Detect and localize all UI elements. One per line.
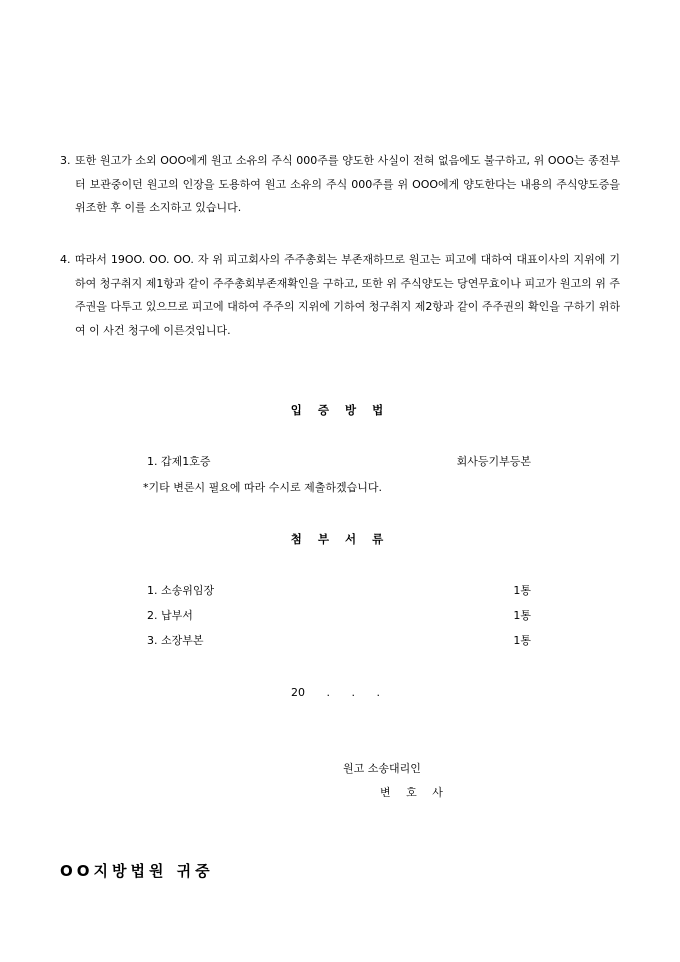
paragraph-text: 또한 원고가 소외 OOO에게 원고 소유의 주식 000주를 양도한 사실이 전혀 없음에도 불구하고, 위 OOO는 종전부터 보관중이던 원고의 인장을 도용하여 원고 소유의 주식 000주를 위 OOO에게 양도한다는 내용의 주식양도증을 위조한 후 이를 소지하고 있습니다.: [75, 154, 620, 214]
attachment-row: [147, 632, 531, 650]
signature-title: 원고 소송대리인: [343, 762, 421, 775]
paragraph-number: 3.: [60, 154, 71, 167]
court-addressee: OO지방법원 귀중: [60, 862, 214, 880]
evidence-note: *기타 변론시 필요에 따라 수시로 제출하겠습니다.: [143, 481, 382, 494]
attachments-heading: 첨 부 서 류: [290, 532, 390, 546]
signature-role: 변 호 사: [380, 786, 443, 799]
attachment-count: 1통: [513, 634, 531, 647]
attachment-count: 1통: [513, 584, 531, 597]
date-line: 20 . . .: [291, 686, 380, 699]
attachment-label: 3. 소장부본: [147, 634, 204, 647]
evidence-label: 1. 갑제1호증: [147, 455, 211, 468]
attachment-label: 1. 소송위임장: [147, 584, 215, 597]
paragraph-4: [60, 248, 620, 342]
attachment-row: [147, 607, 531, 625]
evidence-value: 회사등기부등본: [456, 455, 531, 468]
paragraph-text: 따라서 19OO. OO. OO. 자 위 피고회사의 주주총회는 부존재하므로 원고는 피고에 대하여 대표이사의 지위에 기하여 청구취지 제1항과 같이 주주총회부존재확인을 구하고, 또한 위 주식양도는 당연무효이나 피고가 원고의 위 주주권을 다투고 있으므로 피고에 대하여 주주의 지위에 기하여 청구취지 제2항과 같이 주주권의 확인을 구하기 위하여 이 사건 청구에 이른것입니다.: [75, 253, 620, 337]
attachment-row: [147, 582, 531, 600]
attachment-count: 1통: [513, 609, 531, 622]
paragraph-3: [60, 149, 620, 220]
paragraph-number: 4.: [60, 253, 71, 266]
evidence-heading: 입 증 방 법: [290, 403, 390, 417]
evidence-row: [147, 453, 531, 471]
attachment-label: 2. 납부서: [147, 609, 193, 622]
